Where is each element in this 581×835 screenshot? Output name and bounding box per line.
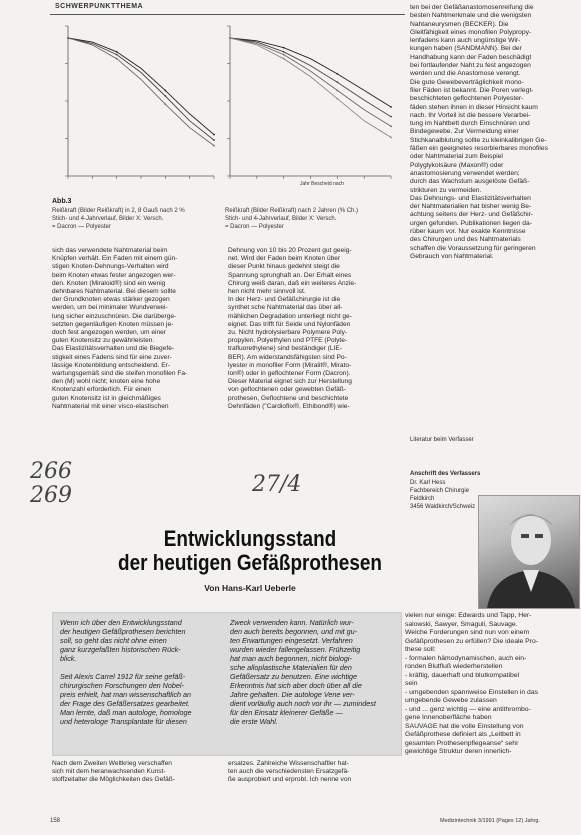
chart-left-series-line-1: [68, 38, 214, 135]
figure-label: Abb.3: [52, 198, 72, 205]
chart-right-point: [283, 58, 285, 60]
bottom-column-middle: ersatzes. Zahlreiche Wissenschaftler hat- ten auch die verschiedensten Ersatzgefä- ße ausprobiert und erprobt. Ich nenne von: [228, 760, 352, 784]
chart-left-series-line-2: [68, 38, 214, 140]
chart-right-point: [336, 81, 338, 83]
chart-right-point: [283, 54, 285, 56]
chart-left-point: [67, 37, 69, 39]
chart-left-point: [164, 95, 166, 97]
bottom-column-right: vielen nur einige: Edwards und Tapp, Her- salowski, Sawyer, Smaguli, Sauvage. Welche Forderungen sind nun von einem Gefäßprothesen zu erfüllen? Die ideale Pro- these soll: - formalen hämodynamischen, auch ein- ronden Blutfluß wiederherstellen - kräftig, dauerhaft und blutkompatibel sein - umgebenden spannweise Einstellen in das umgebende Gewebe zulassen - und ... genz wichtig — eine antithrombo- gene Innenoberfläche haben SAUVAGE hat die volle Einstellung von Gefäßprothese definiert als „Leitbett in gesamten Prothesenpflegeanse“ sehr gewichtige Struktur deren innerlich-: [405, 612, 539, 755]
chart-right-point: [390, 116, 392, 118]
chart-right-xlabel: Jahr Bescheid nach: [300, 181, 344, 187]
article-byline: Von Hans-Karl Ueberle: [204, 583, 296, 593]
chart-left-point: [116, 58, 118, 60]
bottom-column-left: Nach dem Zweiten Weltkrieg verschaffen sich mit dem heranwachsenden Kunst- stoffzeitalter die Möglichkeiten des Gefäß-: [52, 760, 176, 784]
chart-right-series-line-2: [230, 38, 391, 117]
chart-left: [60, 20, 220, 190]
literature-note: Literatur beim Verfasser: [410, 437, 474, 443]
chart-right-point: [336, 73, 338, 75]
chart-left-series-line-3: [68, 38, 214, 146]
chart-left-point: [213, 134, 215, 136]
chart-left-point: [164, 90, 166, 92]
chart-right-point: [229, 37, 231, 39]
handwritten-pages: 266 269: [30, 459, 72, 508]
chart-left-point: [116, 54, 118, 56]
handwritten-number: 27/4: [252, 472, 302, 497]
chart-right-point: [336, 98, 338, 100]
chart-right-point: [390, 125, 392, 127]
chart-right-series-line-1: [230, 38, 391, 107]
chart-right-point: [283, 47, 285, 49]
body-column-left: sich das verwendete Nahtmaterial beim Knüpfen verhält. Ein Faden mit einem gün- stigen Knoten-Dehnungs-Verhalten wird beim Knoten etwas fester angezogen wer- den. Knoten (Miraloid®) sind ein wenig dehnbares Nahtmaterial. Bei diesem sollte der Grundknoten etwas stärker gezogen werden, um bei minimaler Wundverwei- lung sicher einzuschnüren. Die darüberge- setzten gegenläufigen Knoten müssen je- doch fest angezogen werden, um einer guten Knotensitz zu gewährleisten. Das Elastizitätsverhalten und die Biegefe- stigkeit eines Fadens sind für eine zuver- lässige Knotenbildung entscheidend. Er- wartungsgemäß sind die steifen monofilen Fa- den (M) wohl nicht; knoten eine hohe Knotenzahl erforderlich. Für einen guten Knotensitz ist in gleichmäßiges Nahtmaterial mit einer visco-elastischen: [52, 247, 188, 410]
address-heading: Anschrift des Verfassers: [410, 471, 481, 477]
chart-right-series-line-4: [230, 38, 391, 137]
body-column-middle: Dehnung von 10 bis 20 Prozent gut geeig- net. Wird der Faden beim Knoten über dieser Punkt hinaus gedehnt steigt die Spannung sprunghaft an. Der Erhalt eines Chirurg weiß daran, daß ein weiteres Anzie- hen nicht mehr sinnvoll ist. In der Herz- und Gefäßchirurgie ist die synthet sche Nahtmaterial das über all- mählichen Degradation unterliegt nicht ge- eignet. Das trifft für Seide und Nylonfäden zu. Nicht hydrolysierbare Polymere Poly- propylen, Polyethylen und PTFE (Polyte- trafluorethylene) sind beständiger (LIE- BER). Am widerstandsfähigsten sind Po- lyester in monofiler Form (Miralit®, Mirato- lon®) oder in geflochtener Form (Dacron). Dieser Material eignet sich zur Herstellung von geflochtenen oder gewebten Gefäß- prothesen, Geflochtene und beschichtete Dehnfäden ("Cardioflix®, Ethibond®) wie-: [228, 247, 357, 410]
chart-right-point: [390, 106, 392, 108]
chart-right-point: [283, 51, 285, 53]
chart-left-point: [213, 145, 215, 147]
section-label: SCHWERPUNKTTHEMA: [55, 3, 144, 10]
chart-right: [222, 20, 397, 190]
chart-right-point: [336, 90, 338, 92]
chart-left-point: [213, 139, 215, 141]
body-column-right: ten bei der Gefäßanastomosenreifung die besten Nahtmerkmale und die wenigsten Nahtaneurysmen (BECKER). Die Gleitfähigkeit eines monofilen Polypropy- lenfadens kann auch ungünstige Wir- kungen haben (SANDMANN). Bei der Handhabung kann der Faden beschädigt bei fortlaufender Naht zu fest angezogen werden und die Anastomose verengt. Die gute Gewebeverträglichkeit mono- filer Fäden ist bekannt. Die Poren verlegt- beschichteten geflochtenen Polyester- fäden stehen ihnen in dieser Hinsicht kaum nach. Ihr Vorteil ist die bessere Verarbei- tung im Nahtbett durch Einschnüren und Bindegewebe. Zur Vermeidung einer Stichkanalblutung sollte zu kleinkalibrigen Ge- fäßen ein geeignetes resorbierbares monofiles oder Nahtmaterial zum Beispiel Polyglykolsäure (Maxon®) oder anastomosierung verwendet werden; durch das Wachstum ausgelöste Gefäß- strikturen zu vermeiden. Das Dehnungs- und Elastizitätsverhalten der Nahtmaterialien hat bisher wenig Be- achtung seitens der Herz- und Gefäßchir- urgen gefunden. Publikationen liegen da- rüber kaum vor. Nur exakte Kenntnisse des Chirurgen und des Nahtmaterials schaffen die Voraussetzung für geringeren Gebrauch von Nahtmaterial.: [410, 4, 548, 260]
article-title-line2: der heutigen Gefäßprothesen: [118, 550, 382, 575]
portrait-silhouette: [479, 496, 579, 608]
abstract-right: Zweck verwenden kann. Natürlich wur- den auch bereits begonnen, und mit gu- ten Erwartungen eingesetzt. Verfahren wurden wieder fallengelassen. Frühzeitig hat man auch begonnen, nicht biologi- sche alloplastische Materialien für den Gefäßersatz zu benutzen. Eine wichtige Erkenntnis hat sich aber doch über all die Jahre gehalten. Die autologe Vene ver- dient vorläufig auch noch vor ihr — zumindest für den Einsatz kleinerer Gefäße — die erste Wahl.: [230, 618, 376, 726]
article-title-line1: Entwicklungsstand: [163, 526, 337, 551]
page-number: 158: [50, 818, 61, 824]
chart-left-point: [116, 51, 118, 53]
chart-right-point: [390, 136, 392, 138]
header-rule: [50, 14, 405, 15]
chart-left-point: [164, 103, 166, 105]
address-lines: Dr. Karl Hess Fachbereich Chirurgie Feldkirch 3456 Waldkirch/Schweiz: [410, 480, 476, 510]
abstract-left: Wenn ich über den Entwicklungsstand der heutigen Gefäßprothesen berichten soll, so geht das nicht ohne einen ganz kurzgefaßten historischen Rück- blick. Seit Alexis Carrel 1912 für seine gefäß- chirurgischen Forschungen den Nobel- preis erhielt, hat man wissenschaftlich an der Frage des Gefäßersatzes gearbeitet. Man lernte, daß man autologe, homologe und heterologe Transplantate für diesen: [60, 618, 192, 726]
journal-info: Medizintechnik 3/1991 (Pages 12) Jahrg.: [440, 818, 540, 824]
caption-left: Reißkraft (Bilder Reißkraft) in 2, 8 Gauß nach 2 % Stich- und 4-Jahrverlauf, Bilder X: Versch. = Dacron — Polyester: [52, 208, 185, 230]
chart-right-series-line-3: [230, 38, 391, 126]
author-photo: [478, 495, 580, 609]
caption-right: Reißkraft (Bilder Reißkraft) nach 2 Jahren (% Ch.) Stich- und 4-Jahrverlauf, Bilder X: Versch. = Dacron — Polyester: [225, 208, 359, 230]
